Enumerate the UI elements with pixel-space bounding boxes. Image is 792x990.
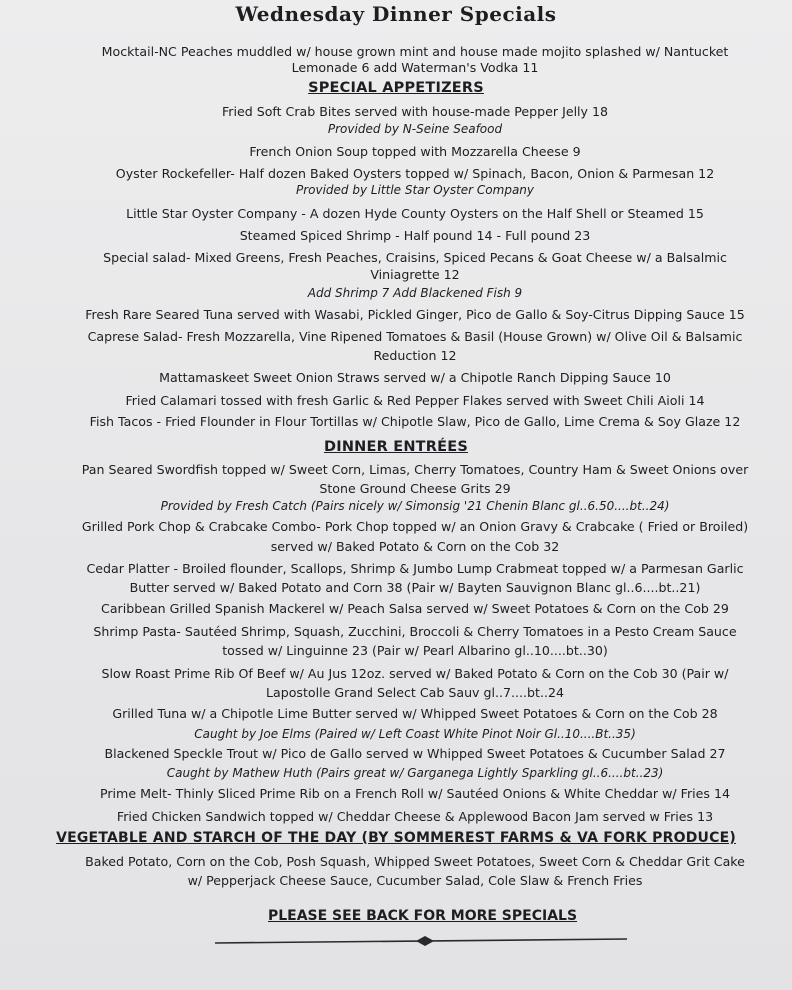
vegetable-line-2: w/ Pepperjack Cheese Sauce, Cucumber Salad, Cole Slaw & French Fries bbox=[187, 873, 643, 888]
appetizer-caprese-line-1: Caprese Salad- Fresh Mozzarella, Vine Ripened Tomatoes & Basil (House Grown) w/ Olive Oil & Balsamic bbox=[87, 329, 743, 344]
vegetable-line-1: Baked Potato, Corn on the Cob, Posh Squash, Whipped Sweet Potatoes, Sweet Corn & Cheddar Grit Cake bbox=[85, 854, 745, 869]
entree-pork-chop-line-2: served w/ Baked Potato & Corn on the Cob 32 bbox=[270, 539, 560, 554]
appetizer-crab-note: Provided by N-Seine Seafood bbox=[327, 122, 503, 136]
decorative-divider bbox=[215, 934, 627, 950]
appetizer-oyster-rockefeller: Oyster Rockefeller- Half dozen Baked Oysters topped w/ Spinach, Bacon, Onion & Parmesan 12 bbox=[115, 166, 715, 181]
entree-swordfish-line-1: Pan Seared Swordfish topped w/ Sweet Corn, Limas, Cherry Tomatoes, Country Ham & Sweet Onions over bbox=[81, 462, 749, 477]
appetizer-onion-soup: French Onion Soup topped with Mozzarella Cheese 9 bbox=[249, 144, 581, 159]
entree-mackerel: Caribbean Grilled Spanish Mackerel w/ Peach Salsa served w/ Sweet Potatoes & Corn on the Cob 29 bbox=[101, 601, 729, 616]
appetizer-salad-line-1: Special salad- Mixed Greens, Fresh Peaches, Craisins, Spiced Pecans & Goat Cheese w/ a Balsalmic bbox=[103, 250, 727, 265]
page-title: Wednesday Dinner Specials bbox=[235, 2, 557, 26]
entree-grilled-tuna: Grilled Tuna w/ a Chipotle Lime Butter served w/ Whipped Sweet Potatoes & Corn on the Cob 28 bbox=[112, 706, 718, 721]
entree-pork-chop-line-1: Grilled Pork Chop & Crabcake Combo- Pork Chop topped w/ an Onion Gravy & Crabcake ( Fried or Broiled) bbox=[81, 519, 749, 534]
appetizer-fish-tacos: Fish Tacos - Fried Flounder in Flour Tortillas w/ Chipotle Slaw, Pico de Gallo, Lime Crema & Soy Glaze 12 bbox=[89, 414, 741, 429]
entree-trout-note: Caught by Mathew Huth (Pairs great w/ Garganega Lightly Sparkling gl..6....bt..23) bbox=[166, 766, 664, 780]
appetizer-crab-bites: Fried Soft Crab Bites served with house-made Pepper Jelly 18 bbox=[221, 104, 609, 119]
appetizer-oyster-note: Provided by Little Star Oyster Company bbox=[295, 183, 535, 197]
appetizer-tuna: Fresh Rare Seared Tuna served with Wasabi, Pickled Ginger, Pico de Gallo & Soy-Citrus Dipping Sauce 15 bbox=[85, 307, 745, 322]
appetizer-caprese-line-2: Reduction 12 bbox=[373, 348, 457, 363]
appetizer-oyster-dozen: Little Star Oyster Company - A dozen Hyde County Oysters on the Half Shell or Steamed 15 bbox=[126, 206, 704, 221]
mocktail-line-1: Mocktail-NC Peaches muddled w/ house grown mint and house made mojito splashed w/ Nantucket bbox=[101, 44, 729, 59]
entree-grilled-tuna-note: Caught by Joe Elms (Paired w/ Left Coast White Pinot Noir Gl..10....Bt..35) bbox=[194, 727, 636, 741]
appetizer-onion-straws: Mattamaskeet Sweet Onion Straws served w/ a Chipotle Ranch Dipping Sauce 10 bbox=[159, 370, 671, 385]
appetizer-calamari: Fried Calamari tossed with fresh Garlic & Red Pepper Flakes served with Sweet Chili Aioli 14 bbox=[125, 393, 705, 408]
entree-trout: Blackened Speckle Trout w/ Pico de Gallo served w Whipped Sweet Potatoes & Cucumber Salad 27 bbox=[104, 746, 726, 761]
vegetable-heading: VEGETABLE AND STARCH OF THE DAY (BY SOMMEREST FARMS & VA FORK PRODUCE) bbox=[56, 830, 736, 846]
entree-swordfish-note: Provided by Fresh Catch (Pairs nicely w/ Simonsig '21 Chenin Blanc gl..6.50....bt..24) bbox=[160, 499, 670, 513]
appetizers-heading: SPECIAL APPETIZERS bbox=[308, 80, 484, 96]
entree-chicken-sandwich: Fried Chicken Sandwich topped w/ Cheddar Cheese & Applewood Bacon Jam served w Fries 13 bbox=[116, 809, 714, 824]
entree-prime-rib-line-2: Lapostolle Grand Select Cab Sauv gl..7....bt..24 bbox=[265, 685, 565, 700]
appetizer-salad-line-2: Viniagrette 12 bbox=[370, 267, 460, 282]
entree-cedar-platter-line-1: Cedar Platter - Broiled flounder, Scallops, Shrimp & Jumbo Lump Crabmeat topped w/ a Parmesan Garlic bbox=[86, 561, 744, 576]
appetizer-shrimp: Steamed Spiced Shrimp - Half pound 14 - Full pound 23 bbox=[239, 228, 591, 243]
entree-swordfish-line-2: Stone Ground Cheese Grits 29 bbox=[319, 481, 511, 496]
entree-shrimp-pasta-line-2: tossed w/ Linguinne 23 (Pair w/ Pearl Albarino gl..10....bt..30) bbox=[222, 643, 608, 658]
entree-shrimp-pasta-line-1: Shrimp Pasta- Sautéed Shrimp, Squash, Zucchini, Broccoli & Cherry Tomatoes in a Pesto Cream Sauce bbox=[93, 624, 737, 639]
entrees-heading: DINNER ENTRÉES bbox=[324, 439, 468, 455]
appetizer-salad-note: Add Shrimp 7 Add Blackened Fish 9 bbox=[307, 286, 523, 300]
entree-prime-melt: Prime Melt- Thinly Sliced Prime Rib on a French Roll w/ Sautéed Onions & White Cheddar w/ Fries 14 bbox=[100, 786, 730, 801]
mocktail-line-2: Lemonade 6 add Waterman's Vodka 11 bbox=[291, 60, 539, 75]
footer-note: PLEASE SEE BACK FOR MORE SPECIALS bbox=[267, 908, 578, 924]
entree-prime-rib-line-1: Slow Roast Prime Rib Of Beef w/ Au Jus 12oz. served w/ Baked Potato & Corn on the Cob 30 (Pair w/ bbox=[101, 666, 729, 681]
entree-cedar-platter-line-2: Butter served w/ Baked Potato and Corn 38 (Pair w/ Bayten Sauvignon Blanc gl..6....bt..21) bbox=[129, 580, 701, 595]
